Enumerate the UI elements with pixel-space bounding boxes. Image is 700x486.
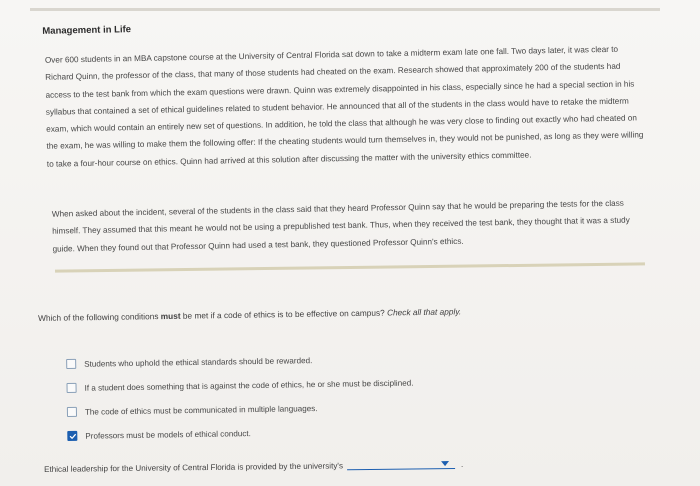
case-paragraph-2: When asked about the incident, several of the students in the class said that they heard Professor Quinn say that he would be preparing the tests for the class himself. They assumed that this meant he would not be using a prepublished test bank. Thus, when they received the test bank, they thought that it was a study guide. When they found out that Professor Quinn had used a test bank, they questioned Professor Quinn's ethics.	[51, 198, 630, 254]
fill-in-text: Ethical leadership for the University of Central Florida is provided by the university's	[44, 461, 344, 474]
case-title: Management in Life	[42, 24, 132, 37]
case-paragraph-1: Over 600 students in an MBA capstone course at the University of Central Florida sat down to take a midterm exam late one fall. Two days later, it was clear to Richard Quinn, the professor of the class, that many of those students had cheated on the exam. Research showed that approximately 200 of the students had access to the test bank from which the exam questions were drawn. Quinn was extremely disappointed in his class, especially since he had a special section in his syllabus that contained a set of ethical guidelines related to student behavior. He announced that all of the students in the class would have to retake the midterm exam, which would contain an entirely new set of questions. In addition, he told the class that although he was very close to finding out exactly who had cheated on the exam, he was willing to make them the following offer: If the cheating students would turn themselves in, they would not be punished, as long as they were willing to take a four-hour course on ethics. Quinn had arrived at this solution after discussing the matter with the university ethics committee.	[44, 44, 644, 169]
answer-dropdown[interactable]	[347, 458, 455, 470]
checkbox-option-4[interactable]	[67, 431, 77, 441]
checkbox-option-3[interactable]	[67, 407, 77, 417]
answer-options	[66, 345, 507, 448]
chevron-down-icon	[441, 461, 449, 466]
question-emphasis: must	[160, 310, 181, 322]
question-prompt	[38, 304, 598, 323]
option-4-label: Professors must be models of ethical conduct.	[85, 428, 251, 441]
case-study	[34, 2, 663, 284]
fill-in-trailing: .	[460, 459, 464, 469]
fill-in-question	[44, 456, 604, 474]
question-suffix: be met if a code of ethics is to be effective on campus?	[180, 307, 385, 321]
question-hint: Check all that apply.	[386, 306, 462, 318]
option-3-label: The code of ethics must be communicated in multiple languages.	[84, 403, 318, 417]
checkbox-option-1[interactable]	[66, 359, 76, 369]
checkmark-icon	[69, 432, 76, 439]
checkbox-option-2[interactable]	[66, 383, 76, 393]
option-2-label: If a student does something that is against the code of ethics, he or she must be disciplined.	[84, 378, 414, 393]
question-prefix: Which of the following conditions	[38, 311, 161, 323]
option-1-label: Students who uphold the ethical standards should be rewarded.	[84, 355, 313, 369]
